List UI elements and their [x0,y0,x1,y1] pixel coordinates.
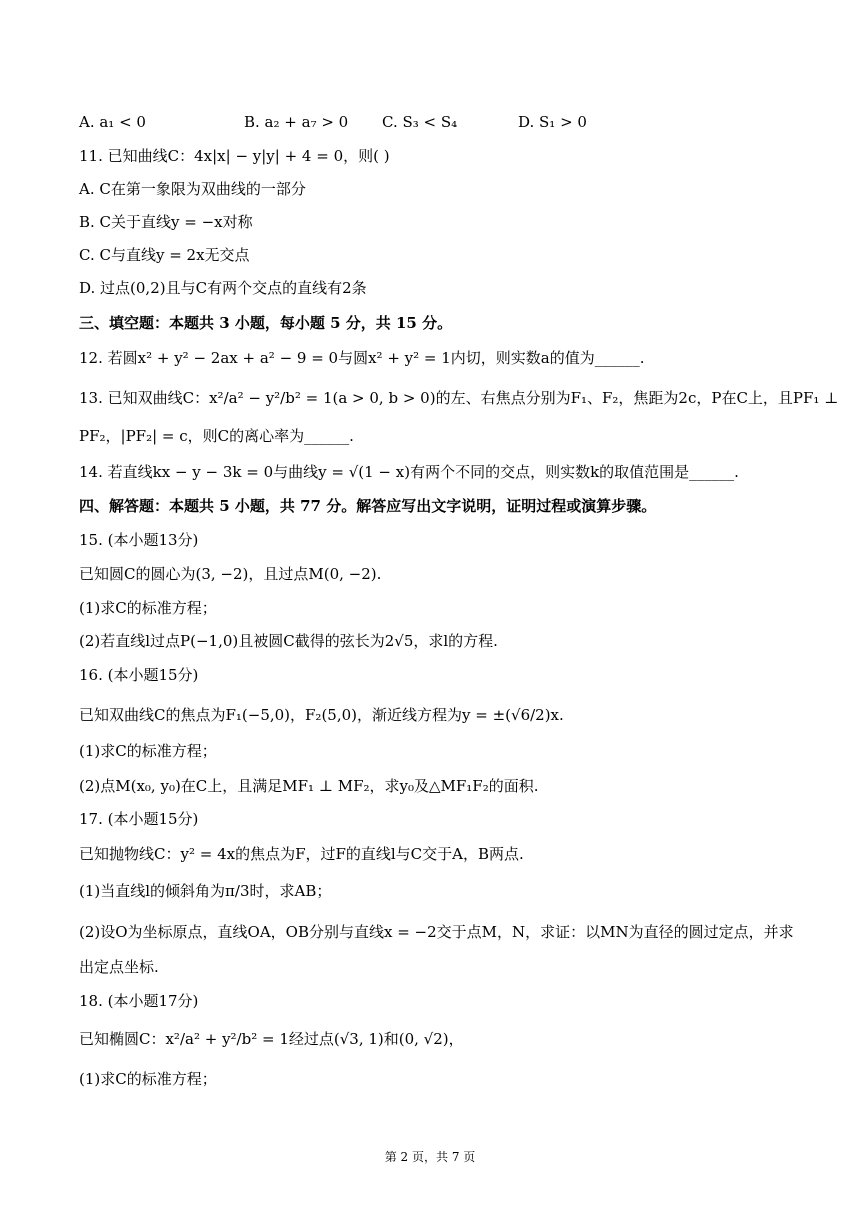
q14-stem: 14. 若直线kx − y − 3k = 0与曲线y = √(1 − x)有两个不同的交点，则实数k的取值范围是______. [79,463,739,481]
q16-stem: 已知双曲线C的焦点为F₁(−5,0)，F₂(5,0)，渐近线方程为y = ±(√6/2)x. [79,706,564,724]
q10-option-c: C. S₃ < S₄ [382,113,458,131]
q11-option-c: C. C与直线y = 2x无交点 [79,246,250,264]
q11-stem: 11. 已知曲线C：4x|x| − y|y| + 4 = 0，则( ) [79,147,390,165]
q17-part-2: (2)设O为坐标原点，直线OA，OB分别与直线x = −2交于点M，N，求证：以MN为直径的圆过定点，并求 [79,923,794,941]
q16-header: 16. (本小题15分) [79,666,199,684]
q17-part-1: (1)当直线l的倾斜角为π/3时，求AB； [79,882,332,900]
q12-stem: 12. 若圆x² + y² − 2ax + a² − 9 = 0与圆x² + y² = 1内切，则实数a的值为______. [79,349,645,367]
q15-header: 15. (本小题13分) [79,531,199,549]
q11-option-a: A. C在第一象限为双曲线的一部分 [79,180,306,198]
q15-stem: 已知圆C的圆心为(3, −2)，且过点M(0, −2). [79,565,382,583]
q16-part-2: (2)点M(x₀, y₀)在C上，且满足MF₁ ⊥ MF₂，求y₀及△MF₁F₂的面积. [79,777,539,795]
section-fill-in-heading: 三、填空题：本题共 3 小题，每小题 5 分，共 15 分。 [79,314,453,332]
q16-part-1: (1)求C的标准方程； [79,742,217,760]
q15-part-2: (2)若直线l过点P(−1,0)且被圆C截得的弦长为2√5，求l的方程. [79,632,498,650]
q11-option-d: D. 过点(0,2)且与C有两个交点的直线有2条 [79,279,367,297]
page-footer: 第 2 页，共 7 页 [384,1150,476,1164]
q17-header: 17. (本小题15分) [79,810,199,828]
q13-stem: 13. 已知双曲线C：x²/a² − y²/b² = 1(a > 0, b > 0)的左、右焦点分别为F₁、F₂，焦距为2c，P在C上，且PF₁ ⊥ [79,389,839,407]
q18-stem: 已知椭圆C：x²/a² + y²/b² = 1经过点(√3, 1)和(0, √2)， [79,1030,464,1048]
q17-part-2-continued: 出定点坐标. [79,958,159,976]
q10-option-b: B. a₂ + a₇ > 0 [244,113,349,131]
q17-stem: 已知抛物线C：y² = 4x的焦点为F，过F的直线l与C交于A，B两点. [79,845,524,863]
q18-part-1: (1)求C的标准方程； [79,1070,217,1088]
q10-option-d: D. S₁ > 0 [518,113,587,131]
q11-option-b: B. C关于直线y = −x对称 [79,213,253,231]
q10-option-a: A. a₁ < 0 [79,113,146,131]
q13-stem-continued: PF₂，|PF₂| = c，则C的离心率为______. [79,427,354,445]
section-answer-heading: 四、解答题：本题共 5 小题，共 77 分。解答应写出文字说明，证明过程或演算步骤。 [79,497,657,515]
q15-part-1: (1)求C的标准方程； [79,599,217,617]
q18-header: 18. (本小题17分) [79,992,199,1010]
